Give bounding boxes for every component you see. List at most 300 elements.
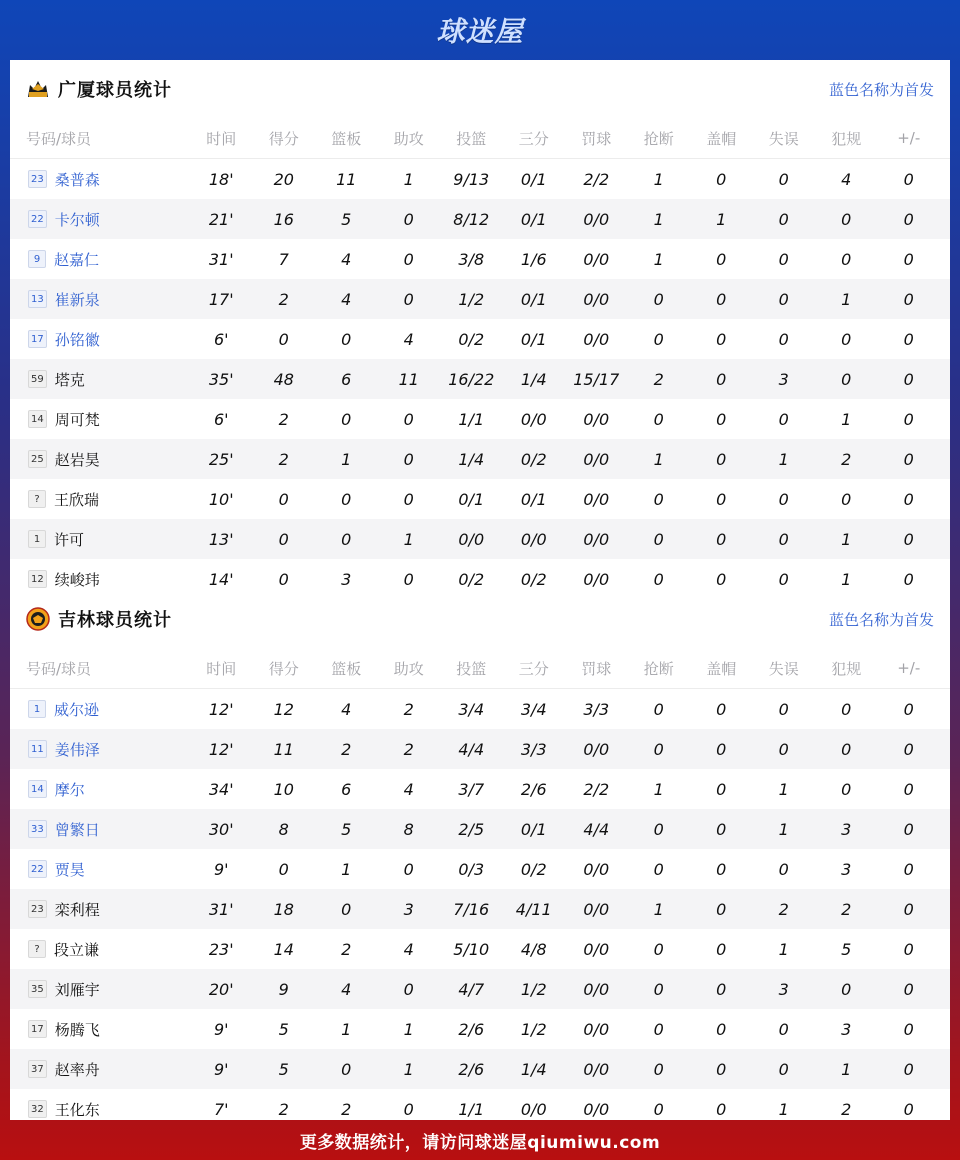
player-name[interactable]: 桑普森 xyxy=(54,170,100,189)
stat-cell: 0 xyxy=(716,1099,727,1119)
stat-cell: 0 xyxy=(716,369,727,389)
jersey-number-badge: 17 xyxy=(28,330,47,348)
player-name-cell xyxy=(10,329,190,350)
stat-cell: 0 xyxy=(716,779,727,799)
stat-cell: 0 xyxy=(716,939,727,959)
player-name[interactable]: 赵岩昊 xyxy=(54,450,100,469)
player-row[interactable] xyxy=(10,929,950,969)
stat-cell: 0 xyxy=(403,489,414,509)
player-name-cell xyxy=(10,529,190,550)
stat-cell: 2 xyxy=(278,409,289,429)
player-name[interactable]: 许可 xyxy=(54,530,85,549)
stat-cell: 0 xyxy=(778,569,789,589)
stat-cell: 0/1 xyxy=(520,489,547,509)
stat-cell: 17' xyxy=(208,289,234,309)
stat-cell: 0/0 xyxy=(583,1059,610,1079)
stat-cell: 25' xyxy=(208,449,234,469)
stat-cell: 0 xyxy=(778,169,789,189)
player-name[interactable]: 贾昊 xyxy=(54,860,85,879)
stat-cell: 9/13 xyxy=(453,169,490,189)
stat-cell: 0 xyxy=(341,329,352,349)
column-header-label[interactable]: 投篮 xyxy=(456,659,487,678)
player-name-cell xyxy=(10,489,190,510)
stat-cell: 0/3 xyxy=(458,859,485,879)
player-name-cell xyxy=(10,289,190,310)
stat-cell: 0/0 xyxy=(583,209,610,229)
stat-cell: 16/22 xyxy=(448,369,495,389)
player-name-cell xyxy=(10,819,190,840)
player-name-cell xyxy=(10,979,190,1000)
player-row[interactable] xyxy=(10,359,950,399)
jersey-number-badge: 1 xyxy=(28,530,46,548)
stat-cell: 0 xyxy=(653,1019,664,1039)
player-name[interactable]: 孙铭徽 xyxy=(54,330,100,349)
player-name[interactable]: 杨腾飞 xyxy=(54,1020,100,1039)
player-name[interactable]: 栾利程 xyxy=(54,900,100,919)
stat-cell: 0 xyxy=(653,569,664,589)
stat-cell: 0/0 xyxy=(583,449,610,469)
stat-cell: 1 xyxy=(341,449,352,469)
stat-cell: 0/1 xyxy=(520,289,547,309)
column-header-label[interactable]: 得分 xyxy=(268,129,299,148)
stat-cell: 2 xyxy=(341,1099,352,1119)
stat-cell: 1 xyxy=(341,859,352,879)
column-header-label: 号码/球员 xyxy=(26,129,92,148)
stat-cell: 4/7 xyxy=(458,979,485,999)
stat-cell: 0 xyxy=(653,529,664,549)
stat-cell: 0 xyxy=(341,1059,352,1079)
stat-cell: 1/2 xyxy=(458,289,485,309)
stat-cell: 0 xyxy=(653,739,664,759)
stat-cell: 0 xyxy=(403,409,414,429)
player-row[interactable] xyxy=(10,969,950,1009)
stat-cell: 18' xyxy=(208,169,234,189)
jersey-number-badge: 14 xyxy=(28,410,47,428)
stat-cell: 7' xyxy=(213,1099,229,1119)
stat-cell: 0 xyxy=(278,329,289,349)
stat-cell: 5 xyxy=(278,1059,289,1079)
stat-cell: 0 xyxy=(653,859,664,879)
stat-cell: 1 xyxy=(778,1099,789,1119)
stat-cell: 0/0 xyxy=(583,939,610,959)
column-header-label[interactable]: 罚球 xyxy=(581,129,612,148)
player-name[interactable]: 姜伟泽 xyxy=(54,740,100,759)
stat-cell: 1/2 xyxy=(520,1019,547,1039)
stat-cell: 0 xyxy=(403,209,414,229)
column-header-label[interactable]: 三分 xyxy=(518,129,549,148)
player-name-cell xyxy=(10,409,190,430)
stat-cell: 0 xyxy=(903,699,914,719)
stat-cell: 1/6 xyxy=(520,249,547,269)
stat-cell: 0 xyxy=(903,819,914,839)
stat-cell: 0 xyxy=(903,529,914,549)
stat-cell: 8 xyxy=(403,819,414,839)
player-name[interactable]: 塔克 xyxy=(54,370,85,389)
stat-cell: 0 xyxy=(653,979,664,999)
player-name-cell xyxy=(10,569,190,590)
jersey-number-badge: ? xyxy=(28,940,46,958)
player-row[interactable] xyxy=(10,479,950,519)
stat-cell: 5 xyxy=(841,939,852,959)
stat-cell: 1 xyxy=(653,209,664,229)
footer-link[interactable]: 更多数据统计，请访问球迷屋qiumiwu.com xyxy=(299,1132,661,1153)
stat-cell: 1 xyxy=(716,209,727,229)
stat-cell: 4/8 xyxy=(520,939,547,959)
stat-cell: 0 xyxy=(903,409,914,429)
stat-cell: 0/0 xyxy=(583,859,610,879)
player-row[interactable] xyxy=(10,889,950,929)
player-name[interactable]: 威尔逊 xyxy=(54,700,100,719)
stat-cell: 4 xyxy=(341,249,352,269)
stat-cell: 9' xyxy=(213,1059,229,1079)
stat-cell: 2/6 xyxy=(520,779,547,799)
stat-cell: 2 xyxy=(278,289,289,309)
stat-cell: 0 xyxy=(653,939,664,959)
stat-cell: 23' xyxy=(208,939,234,959)
stat-cell: 0 xyxy=(716,249,727,269)
stat-cell: 0 xyxy=(778,529,789,549)
stat-cell: 1 xyxy=(778,939,789,959)
stat-cell: 0 xyxy=(903,859,914,879)
player-name[interactable]: 周可梵 xyxy=(54,410,100,429)
section-title-wrap xyxy=(26,76,172,102)
stat-cell: 0 xyxy=(716,739,727,759)
stat-cell: 0 xyxy=(653,289,664,309)
player-name[interactable]: 刘雁宇 xyxy=(54,980,100,999)
column-header-label[interactable]: 犯规 xyxy=(831,659,862,678)
stat-cell: 2 xyxy=(341,939,352,959)
stat-cell: 48 xyxy=(273,369,294,389)
player-name-cell xyxy=(10,779,190,800)
stat-cell: 0 xyxy=(778,289,789,309)
player-row[interactable] xyxy=(10,399,950,439)
stat-cell: 0 xyxy=(903,329,914,349)
stat-cell: 0/1 xyxy=(520,819,547,839)
stats-panel xyxy=(10,60,950,1120)
stat-cell: 1 xyxy=(653,249,664,269)
jersey-number-badge: 37 xyxy=(28,1060,47,1078)
stat-cell: 12 xyxy=(273,699,294,719)
jersey-number-badge: 1 xyxy=(28,700,46,718)
column-header-label[interactable]: 篮板 xyxy=(331,129,362,148)
stat-cell: 0/2 xyxy=(458,329,485,349)
stat-cell: 3/7 xyxy=(458,779,485,799)
stat-cell: 3 xyxy=(778,979,789,999)
stat-cell: 0 xyxy=(903,489,914,509)
stat-cell: 2 xyxy=(841,449,852,469)
stat-cell: 0 xyxy=(403,289,414,309)
column-header-label[interactable]: 失误 xyxy=(768,659,799,678)
stat-cell: 0 xyxy=(903,289,914,309)
stat-cell: 0 xyxy=(903,939,914,959)
stat-cell: 0/2 xyxy=(520,859,547,879)
stat-cell: 0 xyxy=(403,859,414,879)
stat-cell: 4 xyxy=(403,779,414,799)
jersey-number-badge: 22 xyxy=(28,210,47,228)
stat-cell: 0/2 xyxy=(520,569,547,589)
player-row[interactable] xyxy=(10,519,950,559)
jilin-tiger-logo xyxy=(26,607,50,631)
column-header-player xyxy=(10,128,190,149)
stat-cell: 0 xyxy=(841,329,852,349)
stat-cell: 0 xyxy=(841,369,852,389)
column-header-label[interactable]: 抢断 xyxy=(643,659,674,678)
stat-cell: 8/12 xyxy=(453,209,490,229)
stat-cell: 0 xyxy=(903,979,914,999)
stat-cell: 1/4 xyxy=(458,449,485,469)
stat-cell: 0 xyxy=(903,899,914,919)
column-header-label[interactable]: 助攻 xyxy=(393,659,424,678)
column-header-label[interactable]: 犯规 xyxy=(831,129,862,148)
jersey-number-badge: 9 xyxy=(28,250,46,268)
player-name[interactable]: 段立谦 xyxy=(54,940,100,959)
stat-cell: 0/1 xyxy=(520,169,547,189)
stat-cell: 12' xyxy=(208,699,234,719)
stat-cell: 1 xyxy=(403,169,414,189)
stat-cell: 0/1 xyxy=(520,209,547,229)
stat-cell: 0 xyxy=(903,779,914,799)
stat-cell: 0 xyxy=(653,699,664,719)
player-row[interactable] xyxy=(10,849,950,889)
stat-cell: 4 xyxy=(403,939,414,959)
stat-cell: 1 xyxy=(653,169,664,189)
player-name-cell xyxy=(10,1059,190,1080)
stat-cell: 1 xyxy=(778,449,789,469)
stat-cell: 1 xyxy=(841,1059,852,1079)
stat-cell: 0 xyxy=(278,569,289,589)
stat-cell: 0/0 xyxy=(583,409,610,429)
player-row[interactable] xyxy=(10,439,950,479)
stat-cell: 0 xyxy=(653,409,664,429)
player-row[interactable] xyxy=(10,199,950,239)
stat-cell: 4 xyxy=(341,289,352,309)
stat-cell: 1 xyxy=(778,779,789,799)
player-name-cell xyxy=(10,249,190,270)
jersey-number-badge: 59 xyxy=(28,370,47,388)
starter-note: 蓝色名称为首发 xyxy=(828,610,934,629)
player-name[interactable]: 摩尔 xyxy=(54,780,85,799)
stat-cell: 1 xyxy=(841,289,852,309)
stat-cell: 0 xyxy=(778,739,789,759)
player-name-cell xyxy=(10,1099,190,1120)
column-header-label[interactable]: 失误 xyxy=(768,129,799,148)
stat-cell: 3 xyxy=(841,1019,852,1039)
player-row[interactable] xyxy=(10,1009,950,1049)
stat-cell: 4/4 xyxy=(458,739,485,759)
stat-cell: 9 xyxy=(278,979,289,999)
player-name-cell xyxy=(10,739,190,760)
stat-cell: 0 xyxy=(278,489,289,509)
stat-cell: 2 xyxy=(653,369,664,389)
stat-cell: 6' xyxy=(213,409,229,429)
stat-cell: 3/4 xyxy=(520,699,547,719)
column-header-label[interactable]: +/- xyxy=(897,659,921,677)
stat-cell: 0/0 xyxy=(583,289,610,309)
column-header-label[interactable]: 时间 xyxy=(206,129,237,148)
stat-cell: 1 xyxy=(841,569,852,589)
stat-cell: 0 xyxy=(841,779,852,799)
stat-cell: 0 xyxy=(903,249,914,269)
stat-cell: 3 xyxy=(778,369,789,389)
player-row[interactable] xyxy=(10,809,950,849)
stat-cell: 4 xyxy=(403,329,414,349)
player-name[interactable]: 王化东 xyxy=(54,1100,100,1119)
stat-cell: 3/3 xyxy=(583,699,610,719)
stat-cell: 0 xyxy=(716,329,727,349)
jersey-number-badge: 11 xyxy=(28,740,47,758)
stat-cell: 0 xyxy=(278,529,289,549)
stat-cell: 0 xyxy=(903,739,914,759)
stat-cell: 0 xyxy=(341,489,352,509)
stat-cell: 0 xyxy=(841,209,852,229)
stat-cell: 0/1 xyxy=(520,329,547,349)
stat-cell: 11 xyxy=(336,169,357,189)
column-header-player xyxy=(10,658,190,679)
stat-cell: 11 xyxy=(398,369,419,389)
stat-cell: 2 xyxy=(403,699,414,719)
stat-cell: 7/16 xyxy=(453,899,490,919)
stat-cell: 8 xyxy=(278,819,289,839)
stat-cell: 0/0 xyxy=(583,329,610,349)
column-header-label[interactable]: +/- xyxy=(897,129,921,147)
stat-cell: 9' xyxy=(213,1019,229,1039)
column-header-label[interactable]: 盖帽 xyxy=(706,129,737,148)
stat-cell: 0 xyxy=(341,409,352,429)
stat-cell: 13' xyxy=(208,529,234,549)
column-header-label[interactable]: 篮板 xyxy=(331,659,362,678)
stat-cell: 0 xyxy=(778,249,789,269)
stat-cell: 3 xyxy=(841,859,852,879)
stat-cell: 0 xyxy=(716,859,727,879)
column-header-label: 号码/球员 xyxy=(26,659,92,678)
stat-cell: 1 xyxy=(341,1019,352,1039)
stat-cell: 4 xyxy=(841,169,852,189)
team-section-jilin xyxy=(10,590,950,1129)
column-header-label[interactable]: 助攻 xyxy=(393,129,424,148)
stat-cell: 7 xyxy=(278,249,289,269)
stat-cell: 0 xyxy=(653,489,664,509)
player-name[interactable]: 赵率舟 xyxy=(54,1060,100,1079)
column-header-label[interactable]: 罚球 xyxy=(581,659,612,678)
stat-cell: 5 xyxy=(341,819,352,839)
stat-cell: 0 xyxy=(716,529,727,549)
stat-cell: 0 xyxy=(778,329,789,349)
stat-cell: 0 xyxy=(403,979,414,999)
stat-cell: 3/3 xyxy=(520,739,547,759)
player-name[interactable]: 崔新泉 xyxy=(54,290,100,309)
stat-cell: 0 xyxy=(653,1059,664,1079)
stat-cell: 0 xyxy=(903,1099,914,1119)
stat-cell: 6 xyxy=(341,369,352,389)
stat-cell: 0/0 xyxy=(520,409,547,429)
section-title: 广厦球员统计 xyxy=(58,80,172,101)
jersey-number-badge: 13 xyxy=(28,290,47,308)
player-name-cell xyxy=(10,209,190,230)
stat-cell: 2 xyxy=(841,899,852,919)
stat-cell: 2/6 xyxy=(458,1019,485,1039)
player-row[interactable] xyxy=(10,159,950,199)
player-row[interactable] xyxy=(10,239,950,279)
stat-cell: 0 xyxy=(778,1019,789,1039)
stat-cell: 0 xyxy=(653,1099,664,1119)
player-name[interactable]: 续峻玮 xyxy=(54,570,100,589)
player-row[interactable] xyxy=(10,729,950,769)
stat-cell: 1/4 xyxy=(520,1059,547,1079)
stat-cell: 1/1 xyxy=(458,1099,485,1119)
guangsha-lion-logo xyxy=(26,77,50,101)
player-name[interactable]: 卡尔顿 xyxy=(54,210,100,229)
stat-cell: 20' xyxy=(208,979,234,999)
column-header-label[interactable]: 三分 xyxy=(518,659,549,678)
stat-cell: 31' xyxy=(208,249,234,269)
jersey-number-badge: 23 xyxy=(28,170,47,188)
column-header-row xyxy=(10,648,950,689)
stat-cell: 2 xyxy=(841,1099,852,1119)
jersey-number-badge: 33 xyxy=(28,820,47,838)
stat-cell: 0 xyxy=(403,249,414,269)
stat-cell: 0 xyxy=(716,569,727,589)
stat-cell: 0/0 xyxy=(583,1019,610,1039)
stat-cell: 1 xyxy=(778,819,789,839)
stat-cell: 30' xyxy=(208,819,234,839)
column-header-label[interactable]: 投篮 xyxy=(456,129,487,148)
stat-cell: 0 xyxy=(341,529,352,549)
stat-cell: 0/0 xyxy=(583,1099,610,1119)
stat-cell: 2/6 xyxy=(458,1059,485,1079)
stat-cell: 0/0 xyxy=(520,529,547,549)
stat-cell: 2 xyxy=(278,1099,289,1119)
player-name-cell xyxy=(10,939,190,960)
player-row[interactable] xyxy=(10,319,950,359)
player-name[interactable]: 曾繁日 xyxy=(54,820,100,839)
stat-cell: 1/1 xyxy=(458,409,485,429)
stat-cell: 0 xyxy=(903,369,914,389)
stat-cell: 1/2 xyxy=(520,979,547,999)
player-row[interactable] xyxy=(10,769,950,809)
player-row[interactable] xyxy=(10,1049,950,1089)
column-header-label[interactable]: 时间 xyxy=(206,659,237,678)
stat-cell: 0 xyxy=(778,859,789,879)
player-name-cell xyxy=(10,859,190,880)
jersey-number-badge: 25 xyxy=(28,450,47,468)
stat-cell: 0/0 xyxy=(583,979,610,999)
brand-logo[interactable]: 球迷屋 xyxy=(436,15,524,48)
stat-cell: 0 xyxy=(903,1019,914,1039)
stat-cell: 0 xyxy=(403,1099,414,1119)
stat-cell: 14' xyxy=(208,569,234,589)
player-row[interactable] xyxy=(10,689,950,729)
player-row[interactable] xyxy=(10,279,950,319)
column-header-label[interactable]: 盖帽 xyxy=(706,659,737,678)
stat-cell: 35' xyxy=(208,369,234,389)
stat-cell: 0/1 xyxy=(458,489,485,509)
jersey-number-badge: 14 xyxy=(28,780,47,798)
stat-cell: 0 xyxy=(716,489,727,509)
player-name[interactable]: 王欣瑞 xyxy=(54,490,100,509)
stat-cell: 0/2 xyxy=(520,449,547,469)
jersey-number-badge: 32 xyxy=(28,1100,47,1118)
player-name[interactable]: 赵嘉仁 xyxy=(54,250,100,269)
column-header-label[interactable]: 抢断 xyxy=(643,129,674,148)
stat-cell: 0 xyxy=(841,249,852,269)
stat-cell: 14 xyxy=(273,939,294,959)
stat-cell: 0 xyxy=(716,1059,727,1079)
stat-cell: 0 xyxy=(716,979,727,999)
section-header xyxy=(10,60,950,118)
stat-cell: 1 xyxy=(841,409,852,429)
stat-cell: 0/0 xyxy=(520,1099,547,1119)
column-header-label[interactable]: 得分 xyxy=(268,659,299,678)
